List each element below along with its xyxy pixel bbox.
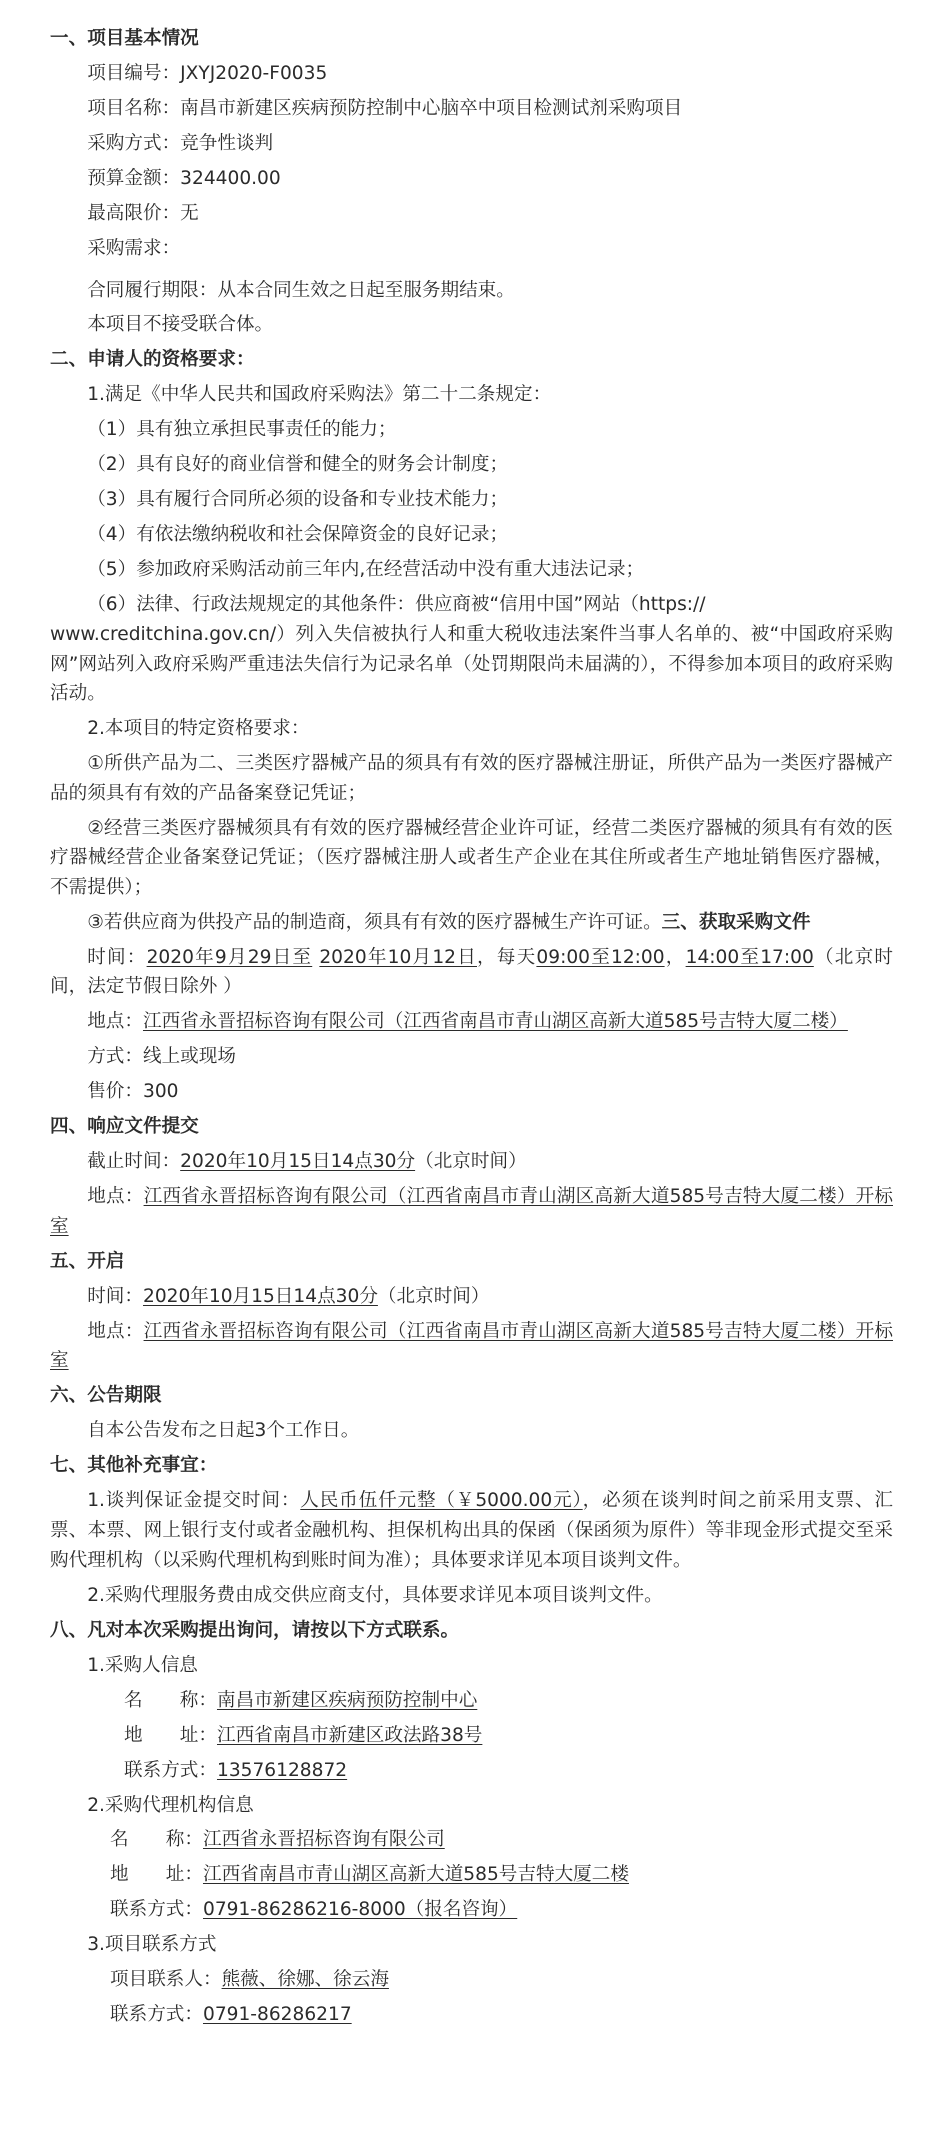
section-7-heading: 七、其他补充事宜： bbox=[50, 1455, 218, 1477]
condition-6-part-b: www.creditchina.gov.cn/）列入失信被执行人和重大税收违法案件当事人名单的、被“中国政府采购网”网站列入政府采购严重违法失信行为记录名单（处罚期限尚未届满的），不得参加本项目的政府采购活动。 bbox=[50, 623, 893, 705]
document-method-label: 方式： bbox=[87, 1046, 143, 1068]
project-name bbox=[50, 94, 893, 124]
project-contact-title: 3.项目联系方式 bbox=[87, 1934, 217, 1956]
opening-place-value: 江西省永晋招标咨询有限公司（江西省南昌市青山湖区高新大道585号吉特大厦二楼）开标室 bbox=[50, 1320, 893, 1372]
document-time-end: 2020年10月12日 bbox=[319, 946, 477, 968]
document-place-label: 地点： bbox=[87, 1011, 143, 1033]
condition-6 bbox=[50, 590, 893, 708]
agency-address bbox=[50, 1860, 893, 1890]
section-1-heading: 一、项目基本情况 bbox=[50, 28, 199, 49]
opening-time bbox=[50, 1282, 893, 1312]
document-time-comma: ， bbox=[664, 946, 686, 968]
purchaser-address-label: 地 址： bbox=[124, 1724, 217, 1746]
section-8-heading: 八、凡对本次采购提出询问，请按以下方式联系。 bbox=[50, 1619, 460, 1641]
opening-place bbox=[50, 1317, 893, 1376]
announcement-period: 自本公告发布之日起3个工作日。 bbox=[87, 1420, 360, 1442]
project-name-value: 南昌市新建区疾病预防控制中心脑卒中项目检测试剂采购项目 bbox=[180, 97, 683, 119]
document-time-note: （北京时间，法定节假日除外 ） bbox=[50, 946, 893, 998]
section-6-heading: 六、公告期限 bbox=[50, 1385, 162, 1407]
project-contact-phone-value: 0791-86286217 bbox=[202, 2004, 352, 2026]
specific-requirement-2: ②经营三类医疗器械须具有有效的医疗器械经营企业许可证，经营二类医疗器械的须具有有效的医疗器械经营企业备案登记凭证；（医疗器械注册人或者生产企业在其住所或者生产地址销售医疗器械，不需提供）； bbox=[50, 817, 893, 898]
project-contact-person bbox=[50, 1965, 893, 1995]
procurement-method-label: 采购方式： bbox=[87, 132, 181, 154]
condition-4: （4）有依法缴纳税收和社会保障资金的良好记录； bbox=[87, 524, 509, 546]
specific-requirement-3 bbox=[50, 908, 893, 938]
opening-time-value: 2020年10月15日14点30分 bbox=[142, 1285, 378, 1307]
condition-1: （1）具有独立承担民事责任的能力； bbox=[87, 419, 397, 441]
opening-time-label: 时间： bbox=[87, 1285, 143, 1307]
condition-2: （2）具有良好的商业信誉和健全的财务会计制度； bbox=[87, 454, 509, 476]
deposit-info bbox=[50, 1486, 893, 1575]
condition-6-part-a: （6）法律、行政法规规定的其他条件：供应商被“信用中国”网站（https:// bbox=[87, 594, 706, 616]
purchaser-contact-label: 联系方式： bbox=[124, 1759, 217, 1781]
agency-name bbox=[50, 1825, 893, 1855]
project-number-value: JXYJ2020-F0035 bbox=[180, 62, 328, 84]
section-4-heading: 四、响应文件提交 bbox=[50, 1116, 199, 1138]
procurement-method-value: 竞争性谈判 bbox=[180, 132, 274, 154]
submission-deadline-note: （北京时间） bbox=[415, 1151, 527, 1173]
document-time-daily: ，每天 bbox=[477, 946, 537, 968]
project-number-label: 项目编号： bbox=[87, 62, 181, 84]
agency-name-label: 名 称： bbox=[110, 1829, 203, 1851]
submission-deadline-label: 截止时间： bbox=[87, 1151, 181, 1173]
agency-name-value: 江西省永晋招标咨询有限公司 bbox=[202, 1829, 445, 1851]
specific-requirement-3-text: ③若供应商为供投产品的制造商，须具有有效的医疗器械生产许可证。 bbox=[87, 911, 662, 933]
opening-time-note: （北京时间） bbox=[377, 1285, 490, 1307]
submission-deadline bbox=[50, 1147, 893, 1177]
document-time-morning: 09:00至12:00 bbox=[536, 946, 665, 968]
section-2-heading: 二、申请人的资格要求： bbox=[50, 349, 255, 371]
project-contact-person-label: 项目联系人： bbox=[110, 1969, 222, 1991]
agency-title: 2.采购代理机构信息 bbox=[87, 1794, 254, 1816]
contract-period: 合同履行期限：从本合同生效之日起至服务期结束。 bbox=[87, 279, 515, 301]
project-name-label: 项目名称： bbox=[87, 97, 181, 119]
purchaser-name-value: 南昌市新建区疾病预防控制中心 bbox=[216, 1689, 478, 1711]
document-time bbox=[50, 943, 893, 1002]
document-price-label: 售价： bbox=[87, 1081, 143, 1103]
no-consortium: 本项目不接受联合体。 bbox=[87, 314, 274, 336]
agency-contact-label: 联系方式： bbox=[110, 1899, 203, 1921]
document-time-afternoon: 14:00至17:00 bbox=[685, 946, 814, 968]
project-number bbox=[50, 59, 893, 89]
specific-requirements-intro: 2.本项目的特定资格要求： bbox=[87, 718, 310, 740]
budget-amount bbox=[50, 164, 893, 194]
deposit-label: 1.谈判保证金提交时间： bbox=[87, 1490, 301, 1512]
document-time-start: 2020年9月29日至 bbox=[146, 946, 313, 968]
project-contact-person-value: 熊薇、徐娜、徐云海 bbox=[221, 1969, 389, 1991]
budget-amount-value: 324400.00 bbox=[180, 167, 281, 189]
max-price-value: 无 bbox=[180, 202, 199, 224]
agency-contact bbox=[50, 1895, 893, 1925]
procurement-requirements-label: 采购需求： bbox=[87, 237, 181, 259]
qualification-intro: 1.满足《中华人民共和国政府采购法》第二十二条规定： bbox=[87, 384, 552, 406]
budget-amount-label: 预算金额： bbox=[87, 167, 181, 189]
specific-requirement-1: ①所供产品为二、三类医疗器械产品的须具有有效的医疗器械注册证，所供产品为一类医疗器械产品的须具有有效的产品备案登记凭证； bbox=[50, 753, 893, 804]
procurement-method bbox=[50, 129, 893, 159]
max-price bbox=[50, 199, 893, 229]
purchaser-name bbox=[50, 1686, 893, 1716]
agency-contact-value: 0791-86286216-8000（报名咨询） bbox=[202, 1899, 518, 1921]
document-price bbox=[50, 1077, 893, 1107]
document-price-value: 300 bbox=[142, 1081, 179, 1103]
condition-5: （5）参加政府采购活动前三年内,在经营活动中没有重大违法记录； bbox=[87, 559, 645, 581]
purchaser-address-value: 江西省南昌市新建区政法路38号 bbox=[216, 1724, 483, 1746]
agency-address-value: 江西省南昌市青山湖区高新大道585号吉特大厦二楼 bbox=[202, 1864, 629, 1886]
submission-deadline-value: 2020年10月15日14点30分 bbox=[180, 1151, 416, 1173]
opening-place-label: 地点： bbox=[87, 1320, 144, 1342]
deposit-amount: 人民币伍仟元整（￥5000.00元） bbox=[300, 1490, 583, 1512]
max-price-label: 最高限价： bbox=[87, 202, 181, 224]
project-contact-phone bbox=[50, 2000, 893, 2030]
agency-address-label: 地 址： bbox=[110, 1864, 203, 1886]
deposit-details: ，必须在谈判时间之前采用支票、汇票、本票、网上银行支付或者金融机构、担保机构出具的保函（保函须为原件）等非现金形式提交至采购代理机构（以采购代理机构到账时间为准）；具体要求详见本项目谈判文件。 bbox=[50, 1490, 893, 1571]
submission-place-value: 江西省永晋招标咨询有限公司（江西省南昌市青山湖区高新大道585号吉特大厦二楼）开标室 bbox=[50, 1186, 893, 1237]
project-contact-phone-label: 联系方式： bbox=[110, 2004, 203, 2026]
purchaser-address bbox=[50, 1721, 893, 1751]
submission-place bbox=[50, 1182, 893, 1241]
agency-fee: 2.采购代理服务费由成交供应商支付，具体要求详见本项目谈判文件。 bbox=[87, 1584, 663, 1606]
procurement-requirements bbox=[50, 234, 893, 264]
submission-place-label: 地点： bbox=[87, 1186, 144, 1208]
condition-3: （3）具有履行合同所必须的设备和专业技术能力； bbox=[87, 489, 509, 511]
purchaser-contact bbox=[50, 1756, 893, 1786]
document-method bbox=[50, 1042, 893, 1072]
section-3-heading: 三、获取采购文件 bbox=[661, 911, 811, 933]
document-method-value: 线上或现场 bbox=[142, 1046, 236, 1068]
purchaser-title: 1.采购人信息 bbox=[87, 1654, 198, 1676]
document-time-label: 时间： bbox=[87, 946, 147, 968]
document-place-value: 江西省永晋招标咨询有限公司（江西省南昌市青山湖区高新大道585号吉特大厦二楼） bbox=[142, 1011, 848, 1033]
document-place bbox=[50, 1007, 893, 1037]
purchaser-contact-value: 13576128872 bbox=[216, 1759, 348, 1781]
section-5-heading: 五、开启 bbox=[50, 1250, 125, 1272]
purchaser-name-label: 名 称： bbox=[124, 1689, 217, 1711]
